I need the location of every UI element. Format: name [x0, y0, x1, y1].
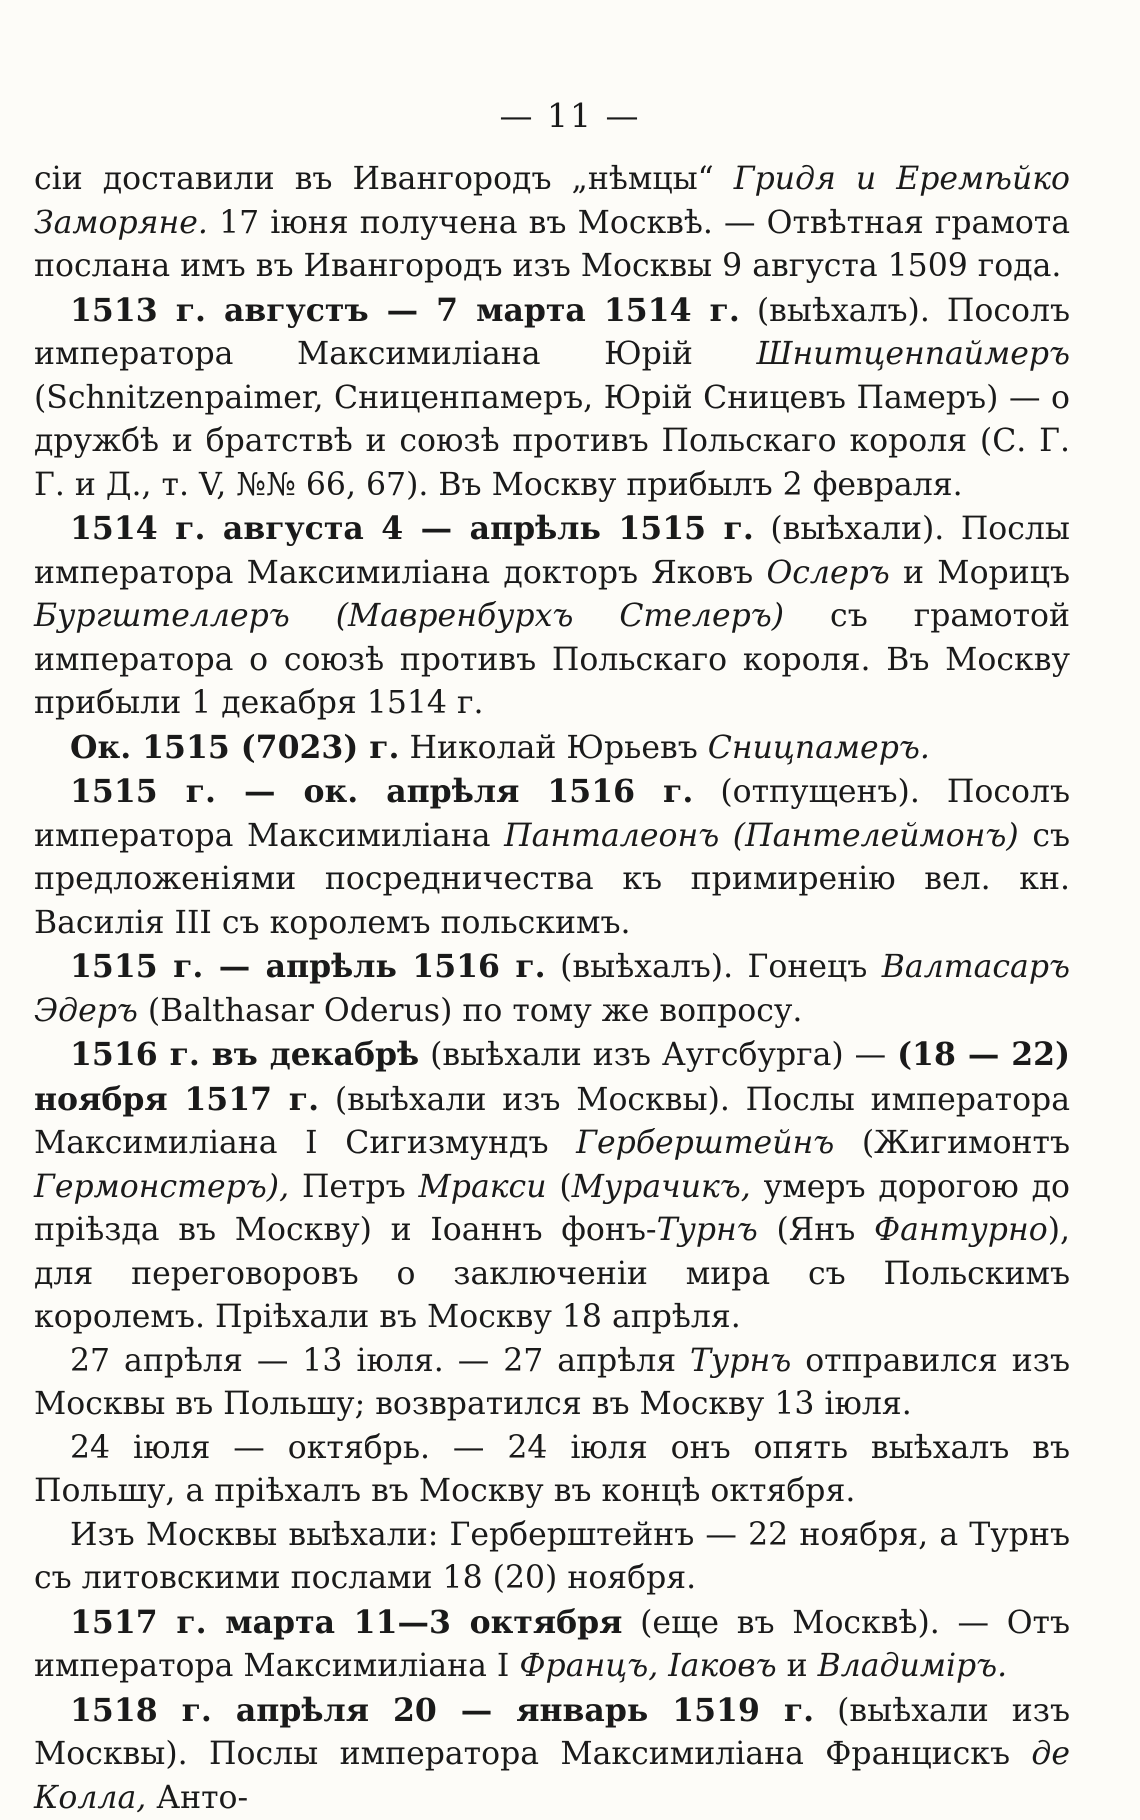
text-run: 17 іюня получена въ Москвѣ. — Отвѣтная грамота послана имъ въ Ивангородъ изъ Москвы 9 августа 1509 года.	[34, 205, 1070, 285]
text-run: сіи доставили въ Ивангородъ „нѣмцы“	[34, 161, 734, 197]
bold-date-run: 1515 г. — ок. апрѣля 1516 г.	[70, 773, 693, 810]
bold-date-run: Ок. 1515 (7023) г.	[70, 729, 399, 766]
italic-name-run: Герберштейнъ	[576, 1125, 834, 1161]
text-run: (отпущенъ). Посолъ императора Максимиліана	[34, 774, 1070, 854]
italic-name-run: Мракси	[419, 1169, 547, 1205]
text-run: съ предложеніями посредничества къ примиренію вел. кн. Василія III съ королемъ польскимъ.	[34, 818, 1070, 941]
italic-name-run: Турнъ	[657, 1212, 758, 1248]
bold-date-run: 1517 г. марта 11—3 октября	[70, 1604, 622, 1641]
paragraph	[34, 770, 1070, 945]
text-run: и Морицъ	[890, 555, 1070, 591]
text-run: (	[547, 1169, 572, 1205]
page-number: — 11 —	[0, 96, 1140, 135]
italic-name-run: Францъ, Іаковъ	[519, 1648, 776, 1684]
paragraph	[34, 1427, 1070, 1514]
italic-name-run: Шнитценпаймеръ	[757, 336, 1071, 372]
paragraph	[34, 158, 1070, 289]
text-run: Петръ	[289, 1169, 418, 1205]
italic-name-run: Мурачикъ,	[572, 1169, 751, 1205]
text-run: (выѣхали изъ Аугсбурга) —	[419, 1037, 897, 1073]
italic-name-run: Фантурно	[874, 1212, 1048, 1248]
body-text	[34, 158, 1070, 1820]
italic-name-run: Валтасаръ Эдеръ	[34, 949, 1070, 1029]
text-run: и	[777, 1648, 818, 1684]
text-run: ), для переговоровъ о заключеніи мира съ Польскимъ королемъ. Пріѣхали въ Москву 18 апрѣля.	[34, 1212, 1070, 1335]
text-run: (выѣхалъ). Посолъ императора Максимиліана Юрій	[34, 293, 1070, 373]
text-run: Анто-	[146, 1780, 248, 1816]
text-run: Изъ Москвы выѣхали: Герберштейнъ — 22 ноября, а Турнъ съ литовскими послами 18 (20) ноября.	[34, 1517, 1070, 1597]
paragraph	[34, 1689, 1070, 1820]
bold-date-run: 1515 г. — апрѣль 1516 г.	[70, 948, 546, 985]
text-run: Николай Юрьевъ	[399, 730, 707, 766]
text-run: 27 апрѣля — 13 іюля. — 27 апрѣля	[70, 1343, 690, 1379]
text-run: (выѣхали изъ Москвы). Послы императора Максимиліана I Сигизмундъ	[34, 1082, 1070, 1162]
paragraph	[34, 945, 1070, 1033]
bold-date-run: 1518 г. апрѣля 20 — январь 1519 г.	[70, 1692, 814, 1729]
text-run: (выѣхалъ). Гонецъ	[546, 949, 882, 985]
paragraph	[34, 1514, 1070, 1601]
paragraph	[34, 726, 1070, 771]
italic-name-run: Гридя и Еремѣйко Заморяне.	[34, 161, 1070, 241]
text-run: 24 іюля — октябрь. — 24 іюля онъ опять выѣхалъ въ Польшу, а пріѣхалъ въ Москву въ концѣ октября.	[34, 1430, 1070, 1510]
paragraph	[34, 1340, 1070, 1427]
text-run: (выѣхали изъ Москвы). Послы императора Максимиліана Францискъ	[34, 1693, 1070, 1773]
text-run: отправился изъ Москвы въ Польшу; возвратился въ Москву 13 іюля.	[34, 1343, 1070, 1423]
italic-name-run: Ослеръ	[766, 555, 889, 591]
bold-date-run: 1514 г. августа 4 — апрѣль 1515 г.	[70, 510, 754, 547]
text-run: (еще въ Москвѣ). — Отъ императора Максимиліана I	[34, 1605, 1070, 1685]
text-run: (Жигимонтъ	[834, 1125, 1070, 1161]
paragraph	[34, 1033, 1070, 1340]
italic-name-run: де Колла,	[34, 1736, 1070, 1816]
bold-date-run: (18 — 22) ноября 1517 г.	[34, 1036, 1070, 1118]
text-run: (Balthasar Oderus) по тому же вопросу.	[138, 993, 803, 1029]
text-run: умеръ дорогою до пріѣзда въ Москву) и Іоаннъ фонъ-	[34, 1169, 1070, 1249]
paragraph	[34, 1601, 1070, 1689]
italic-name-run: Панталеонъ (Пантелеймонъ)	[504, 818, 1019, 854]
text-run: (Schnitzenpaimer, Сниценпамеръ, Юрій Сницевъ Памеръ) — о дружбѣ и братствѣ и союзѣ противъ Польскаго короля (С. Г. Г. и Д., т. V, №№ 66, 67). Въ Москву прибылъ 2 февраля.	[34, 380, 1070, 503]
text-run: съ грамотой императора о союзѣ противъ Польскаго короля. Въ Москву прибыли 1 декабря 1514 г.	[34, 598, 1070, 721]
paragraph	[34, 507, 1070, 726]
paragraph	[34, 289, 1070, 508]
italic-name-run: Бургштеллеръ (Мавренбурхъ Стелеръ)	[34, 598, 784, 634]
italic-name-run: Владиміръ.	[818, 1648, 1008, 1684]
bold-date-run: 1513 г. августъ — 7 марта 1514 г.	[70, 292, 740, 329]
italic-name-run: Сницпамеръ.	[708, 730, 930, 766]
text-run: (выѣхали). Послы императора Максимиліана докторъ Яковъ	[34, 511, 1070, 591]
bold-date-run: 1516 г. въ декабрѣ	[70, 1036, 419, 1073]
italic-name-run: Турнъ	[690, 1343, 791, 1379]
italic-name-run: Гермонстеръ),	[34, 1169, 289, 1205]
text-run: (Янъ	[758, 1212, 874, 1248]
